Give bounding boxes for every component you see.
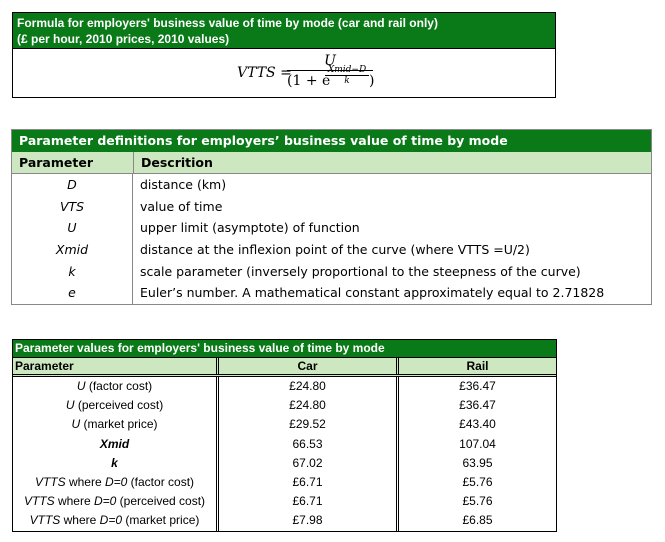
param-description: scale parameter (inversely proportional to the steepness of the curve) (140, 263, 581, 279)
param-symbol: U (12, 217, 133, 239)
param-qualifier: where (65, 474, 105, 489)
rail-value: 107.04 (459, 436, 496, 451)
param-description: Euler’s number. A mathematical constant approximately equal to 2.71828 (140, 285, 605, 301)
car-value: £24.80 (219, 377, 399, 396)
param-label (13, 492, 219, 511)
table-row (12, 261, 651, 283)
param-qualifier: (market price) (80, 417, 158, 432)
values-column-headers (13, 358, 556, 377)
formula-denominator-prefix: (1 + e (287, 73, 331, 89)
rail-value: £43.40 (459, 417, 496, 432)
rail-value: £36.47 (459, 398, 496, 413)
formula-exponent (325, 65, 369, 86)
param-description: distance (km) (140, 177, 227, 192)
formula-table-header (13, 13, 555, 49)
values-title: Parameter values for employers' business value of time by mode (13, 340, 556, 358)
param-symbol: Xmid (12, 239, 133, 261)
table-row (13, 454, 556, 473)
definitions-table (11, 129, 652, 305)
table-row (13, 377, 556, 396)
param-qualifier: (factor cost) (85, 379, 153, 393)
formula-numerator: U (287, 53, 373, 71)
column-header-parameter: Parameter (12, 152, 134, 173)
param-description: distance at the inflexion point of the curve (where VTTS =U/2) (140, 242, 530, 258)
formula-lhs: VTTS = (237, 65, 292, 81)
table-row (13, 492, 556, 511)
table-row (12, 196, 651, 218)
param-description: value of time (140, 198, 223, 214)
param-symbol: U (76, 379, 86, 393)
formula-body (13, 49, 555, 97)
param-label (13, 454, 219, 473)
table-row (12, 239, 651, 261)
param-symbol: VTTS (29, 513, 61, 528)
param-label (13, 473, 219, 492)
table-row (13, 511, 556, 530)
param-symbol: k (12, 261, 133, 283)
formula-table (12, 12, 556, 98)
table-row (13, 435, 556, 454)
formula-title: Formula for employers' business value of time by mode (car and rail only) (17, 16, 438, 30)
param-symbol: VTS (12, 196, 133, 218)
param-symbol: k (111, 455, 118, 470)
table-row (12, 282, 651, 304)
param-qualifier: where (60, 513, 100, 528)
car-value: £24.80 (219, 396, 399, 415)
column-header-parameter: Parameter (13, 358, 219, 374)
values-table (12, 339, 557, 532)
param-symbol: U (71, 417, 81, 432)
rail-value: £5.76 (462, 494, 493, 509)
param-symbol: U (65, 398, 75, 413)
param-label (13, 396, 219, 415)
param-condition: D=0 (104, 474, 128, 489)
param-label (13, 435, 219, 454)
formula-fraction (287, 53, 373, 89)
param-qualifier: (perceived cost) (74, 398, 164, 413)
param-description: upper limit (asymptote) of function (140, 220, 360, 236)
car-value: £29.52 (219, 415, 399, 434)
formula-denominator (287, 65, 375, 89)
car-value: 66.53 (219, 435, 399, 454)
formula-subtitle: (£ per hour, 2010 prices, 2010 values) (17, 32, 230, 46)
car-value: 67.02 (219, 454, 399, 473)
rail-value: 63.95 (462, 455, 493, 470)
definitions-title: Parameter definitions for employers’ business value of time by mode (12, 130, 651, 152)
param-qualifier-2: (market price) (122, 513, 200, 528)
table-row (12, 217, 651, 239)
param-qualifier-2: (factor cost) (127, 474, 195, 489)
param-symbol: Xmid (99, 436, 130, 451)
param-qualifier: where (54, 494, 94, 509)
table-row (12, 174, 651, 196)
param-label (13, 377, 219, 396)
column-header-car: Car (219, 358, 399, 374)
param-condition: D=0 (93, 494, 117, 509)
car-value: £7.98 (219, 511, 399, 530)
table-row (13, 415, 556, 434)
param-condition: D=0 (99, 513, 123, 528)
param-symbol: D (12, 174, 133, 196)
formula-exponent-numerator: Xmid−D (325, 65, 369, 76)
column-header-description: Descrition (141, 155, 213, 170)
car-value: £6.71 (219, 473, 399, 492)
table-row (13, 396, 556, 415)
param-symbol: VTTS (23, 494, 55, 509)
formula-exponent-denominator: k (344, 76, 350, 86)
table-row (13, 473, 556, 492)
param-label (13, 415, 219, 434)
param-symbol: VTTS (34, 474, 66, 489)
rail-value: £36.47 (459, 379, 496, 393)
rail-value: £5.76 (462, 474, 493, 489)
rail-value: £6.85 (462, 513, 493, 528)
param-label (13, 511, 219, 530)
column-header-rail: Rail (466, 359, 489, 373)
param-qualifier-2: (perceived cost) (116, 494, 206, 509)
car-value: £6.71 (219, 492, 399, 511)
definitions-column-headers (12, 152, 651, 174)
formula-denominator-suffix: ) (369, 73, 375, 89)
param-symbol: e (12, 282, 133, 304)
